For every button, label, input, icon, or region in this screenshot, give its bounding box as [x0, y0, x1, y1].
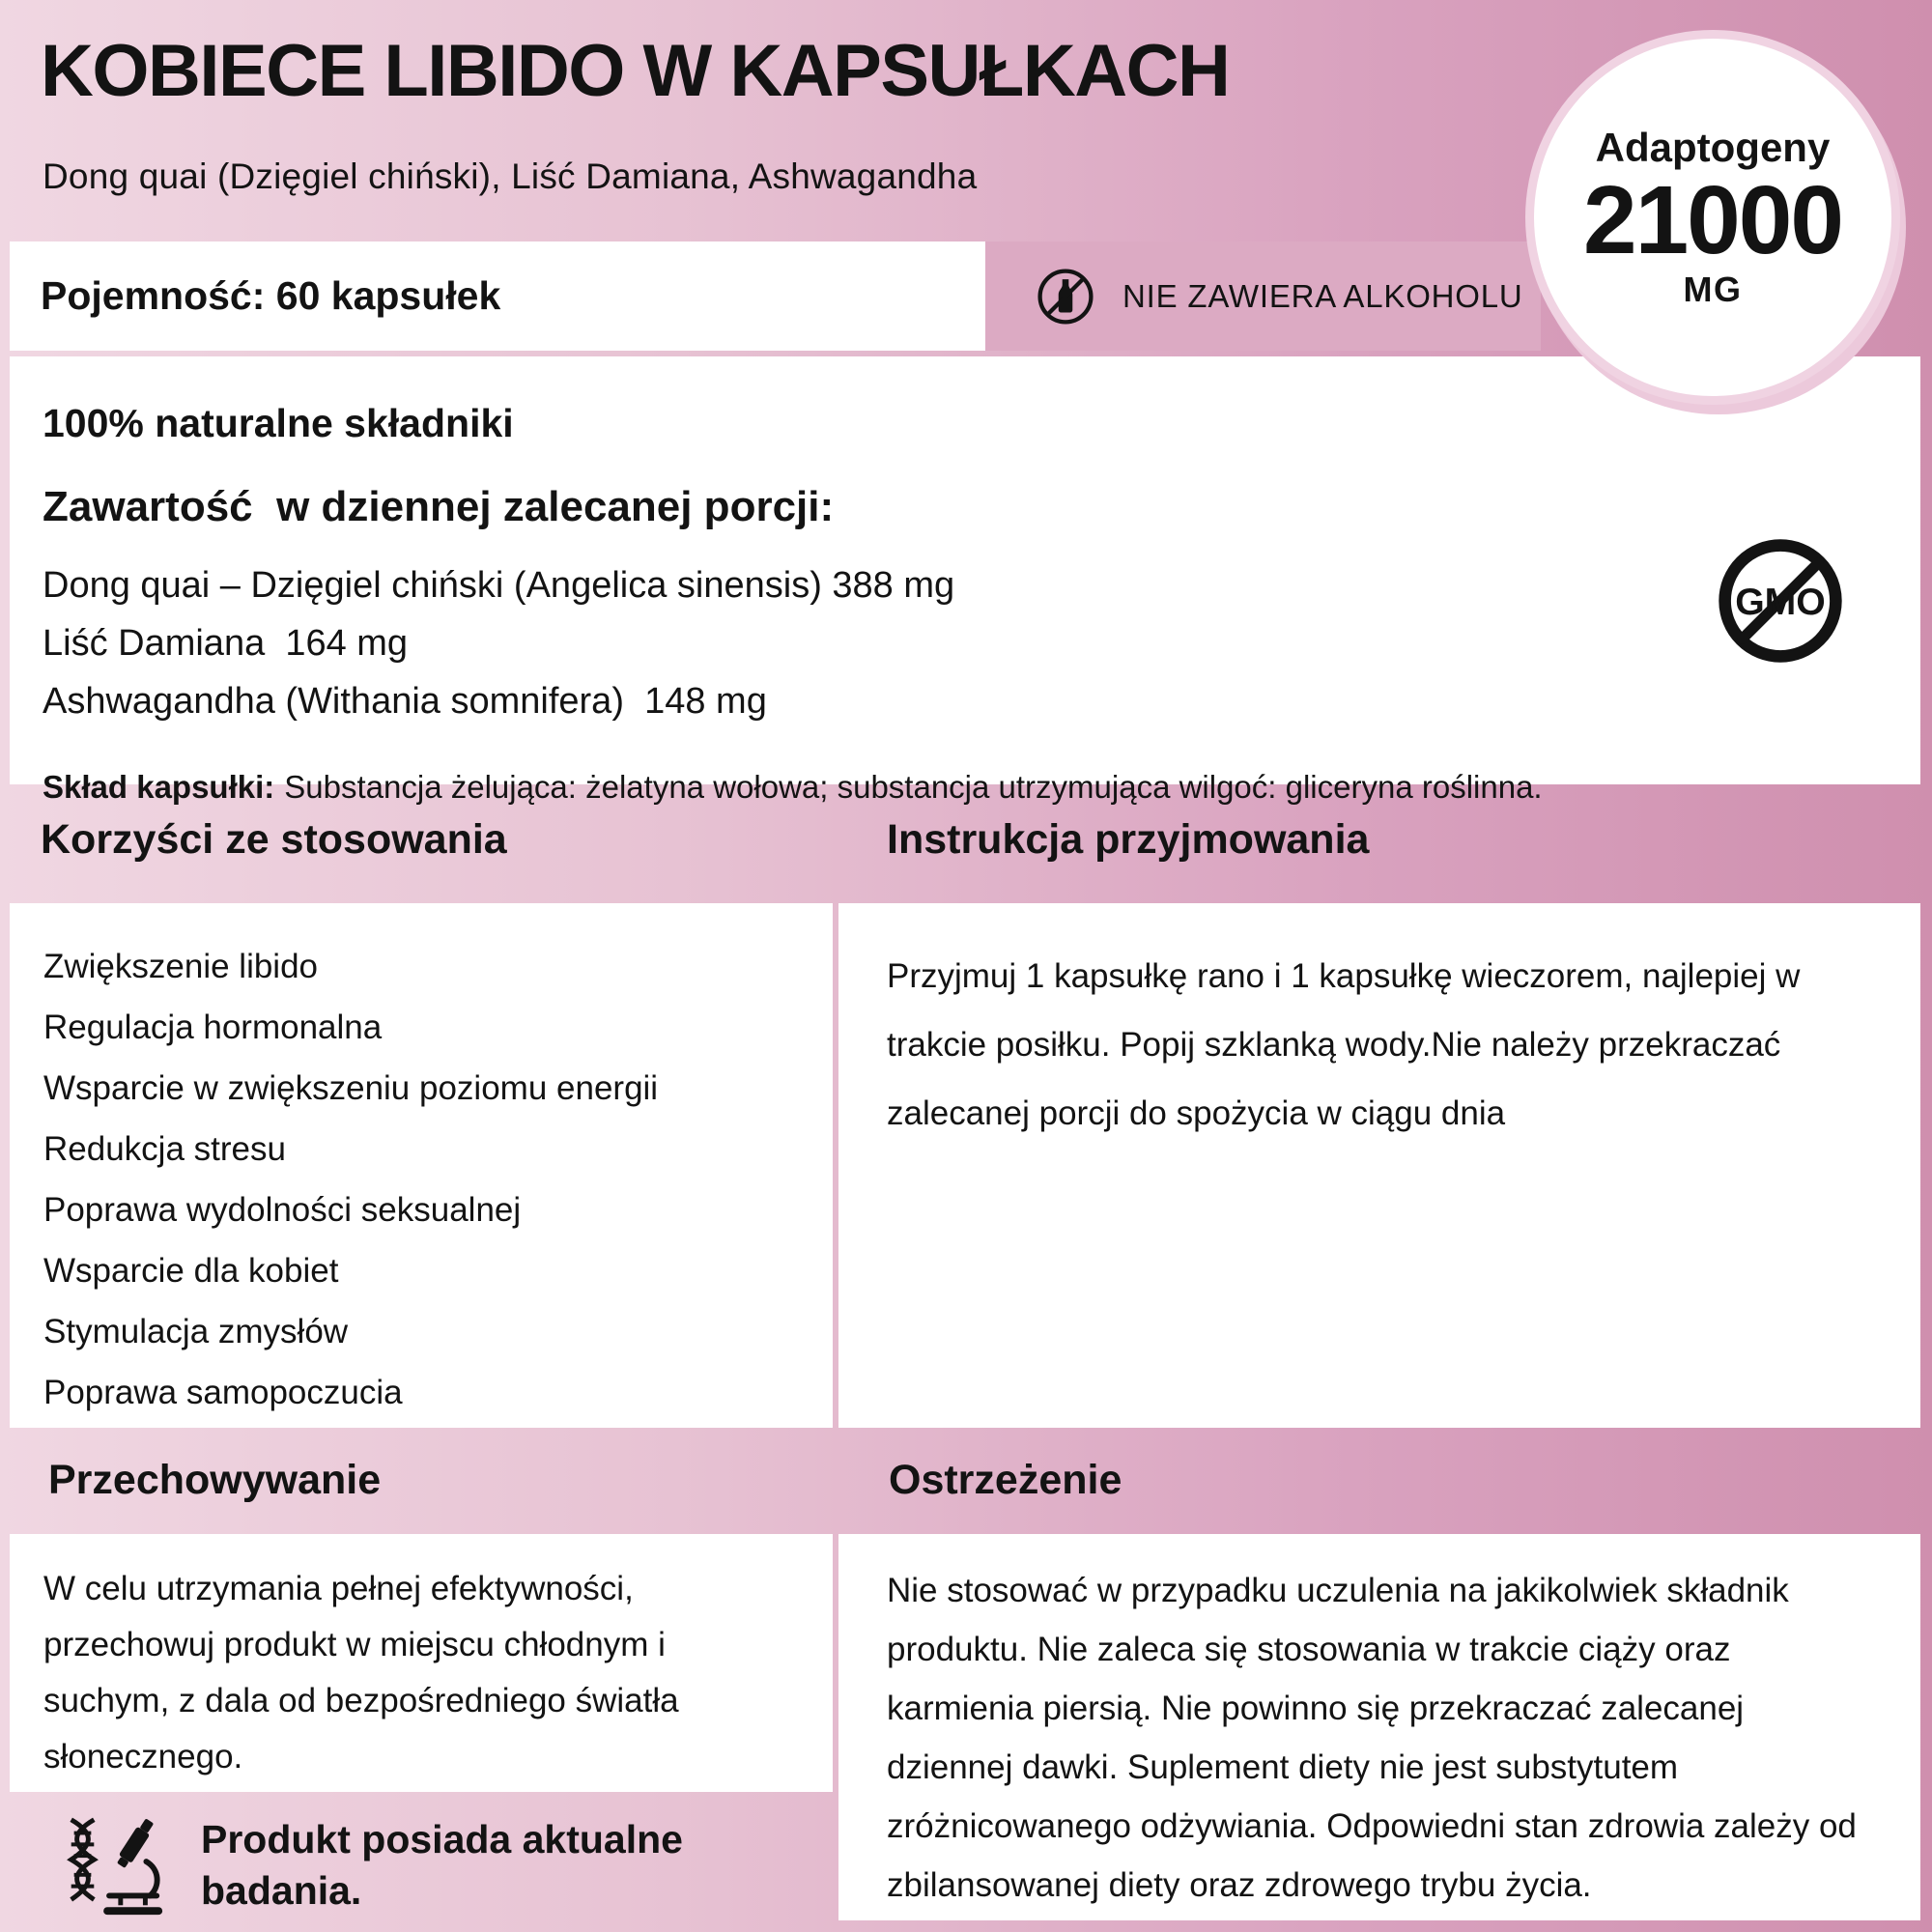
benefit-item: Redukcja stresu: [43, 1130, 286, 1168]
benefit-item: Poprawa samopoczucia: [43, 1374, 403, 1411]
capacity-label: Pojemność: 60 kapsułek: [41, 273, 501, 318]
ingredient-line: Ashwagandha (Withania somnifera) 148 mg: [43, 681, 767, 722]
benefit-item: Wsparcie w zwiększeniu poziomu energii: [43, 1069, 659, 1107]
serving-heading: Zawartość w dziennej zalecanej porcji:: [43, 483, 835, 530]
page-subtitle: Dong quai (Dzięgiel chiński), Liść Damiana, Ashwagandha: [43, 156, 978, 196]
no-alcohol-band: [985, 242, 1541, 351]
ingredient-line: Dong quai – Dzięgiel chiński (Angelica sinensis) 388 mg: [43, 565, 955, 606]
research-icon: [54, 1808, 168, 1922]
storage-text: W celu utrzymania pełnej efektywności, przechowuj produkt w miejscu chłodnym i suchym, z dala od bezpośredniego światła słonecznego.: [43, 1570, 679, 1776]
adaptogens-badge: [1534, 39, 1891, 396]
benefits-heading: Korzyści ze stosowania: [41, 816, 507, 863]
benefit-item: Zwiększenie libido: [43, 948, 319, 985]
instructions-text: Przyjmuj 1 kapsułkę rano i 1 kapsułkę wieczorem, najlepiej w trakcie posiłku. Popij szklanką wody.Nie należy przekraczać zalecanej porcji do spożycia w ciągu dnia: [887, 957, 1801, 1132]
badge-top-label: Adaptogeny: [1595, 125, 1831, 170]
capsule-composition: [43, 769, 1888, 806]
no-alcohol-label: NIE ZAWIERA ALKOHOLU: [1122, 277, 1523, 314]
storage-heading: Przechowywanie: [48, 1457, 382, 1503]
research-label: Produkt posiada aktualne badania.: [201, 1816, 683, 1913]
natural-ingredients-heading: 100% naturalne składniki: [43, 401, 514, 445]
capsule-composition-label: Skład kapsułki:: [43, 769, 275, 805]
capsule-composition-text: Substancja żelująca: żelatyna wołowa; substancja utrzymująca wilgoć: gliceryna roślinna.: [284, 769, 1543, 805]
badge-unit: MG: [1683, 270, 1743, 309]
ingredients-panel: [10, 356, 1920, 805]
badge-value: 21000: [1582, 166, 1843, 274]
warning-panel: [838, 1534, 1920, 1920]
benefits-panel: [10, 903, 833, 1428]
instructions-heading: Instrukcja przyjmowania: [887, 816, 1370, 863]
gmo-free-icon: [1713, 533, 1848, 668]
ingredient-line: Liść Damiana 164 mg: [43, 623, 409, 664]
benefit-item: Poprawa wydolności seksualnej: [43, 1191, 522, 1229]
warning-text: Nie stosować w przypadku uczulenia na jakikolwiek składnik produktu. Nie zaleca się stosowania w trakcie ciąży oraz karmienia piersią. Nie powinno się przekraczać zalecanej dziennej dawki. Suplement diety nie jest substytutem zróżnicowanego odżywiania. Odpowiedni stan zdrowia zależy od zbilansowanej diety oraz zdrowego trybu życia.: [887, 1572, 1857, 1904]
capacity-bar: [10, 242, 985, 351]
gmo-icon-label: GMO: [1735, 582, 1826, 623]
warning-heading: Ostrzeżenie: [889, 1457, 1122, 1503]
page-title: KOBIECE LIBIDO W KAPSUŁKACH: [41, 30, 1230, 112]
storage-panel: [10, 1534, 833, 1792]
benefit-item: Wsparcie dla kobiet: [43, 1252, 339, 1290]
instructions-panel: [838, 903, 1920, 1428]
research-badge: [54, 1808, 727, 1922]
no-alcohol-icon: [1034, 265, 1097, 328]
benefit-item: Regulacja hormonalna: [43, 1009, 383, 1046]
benefit-item: Stymulacja zmysłów: [43, 1313, 349, 1350]
